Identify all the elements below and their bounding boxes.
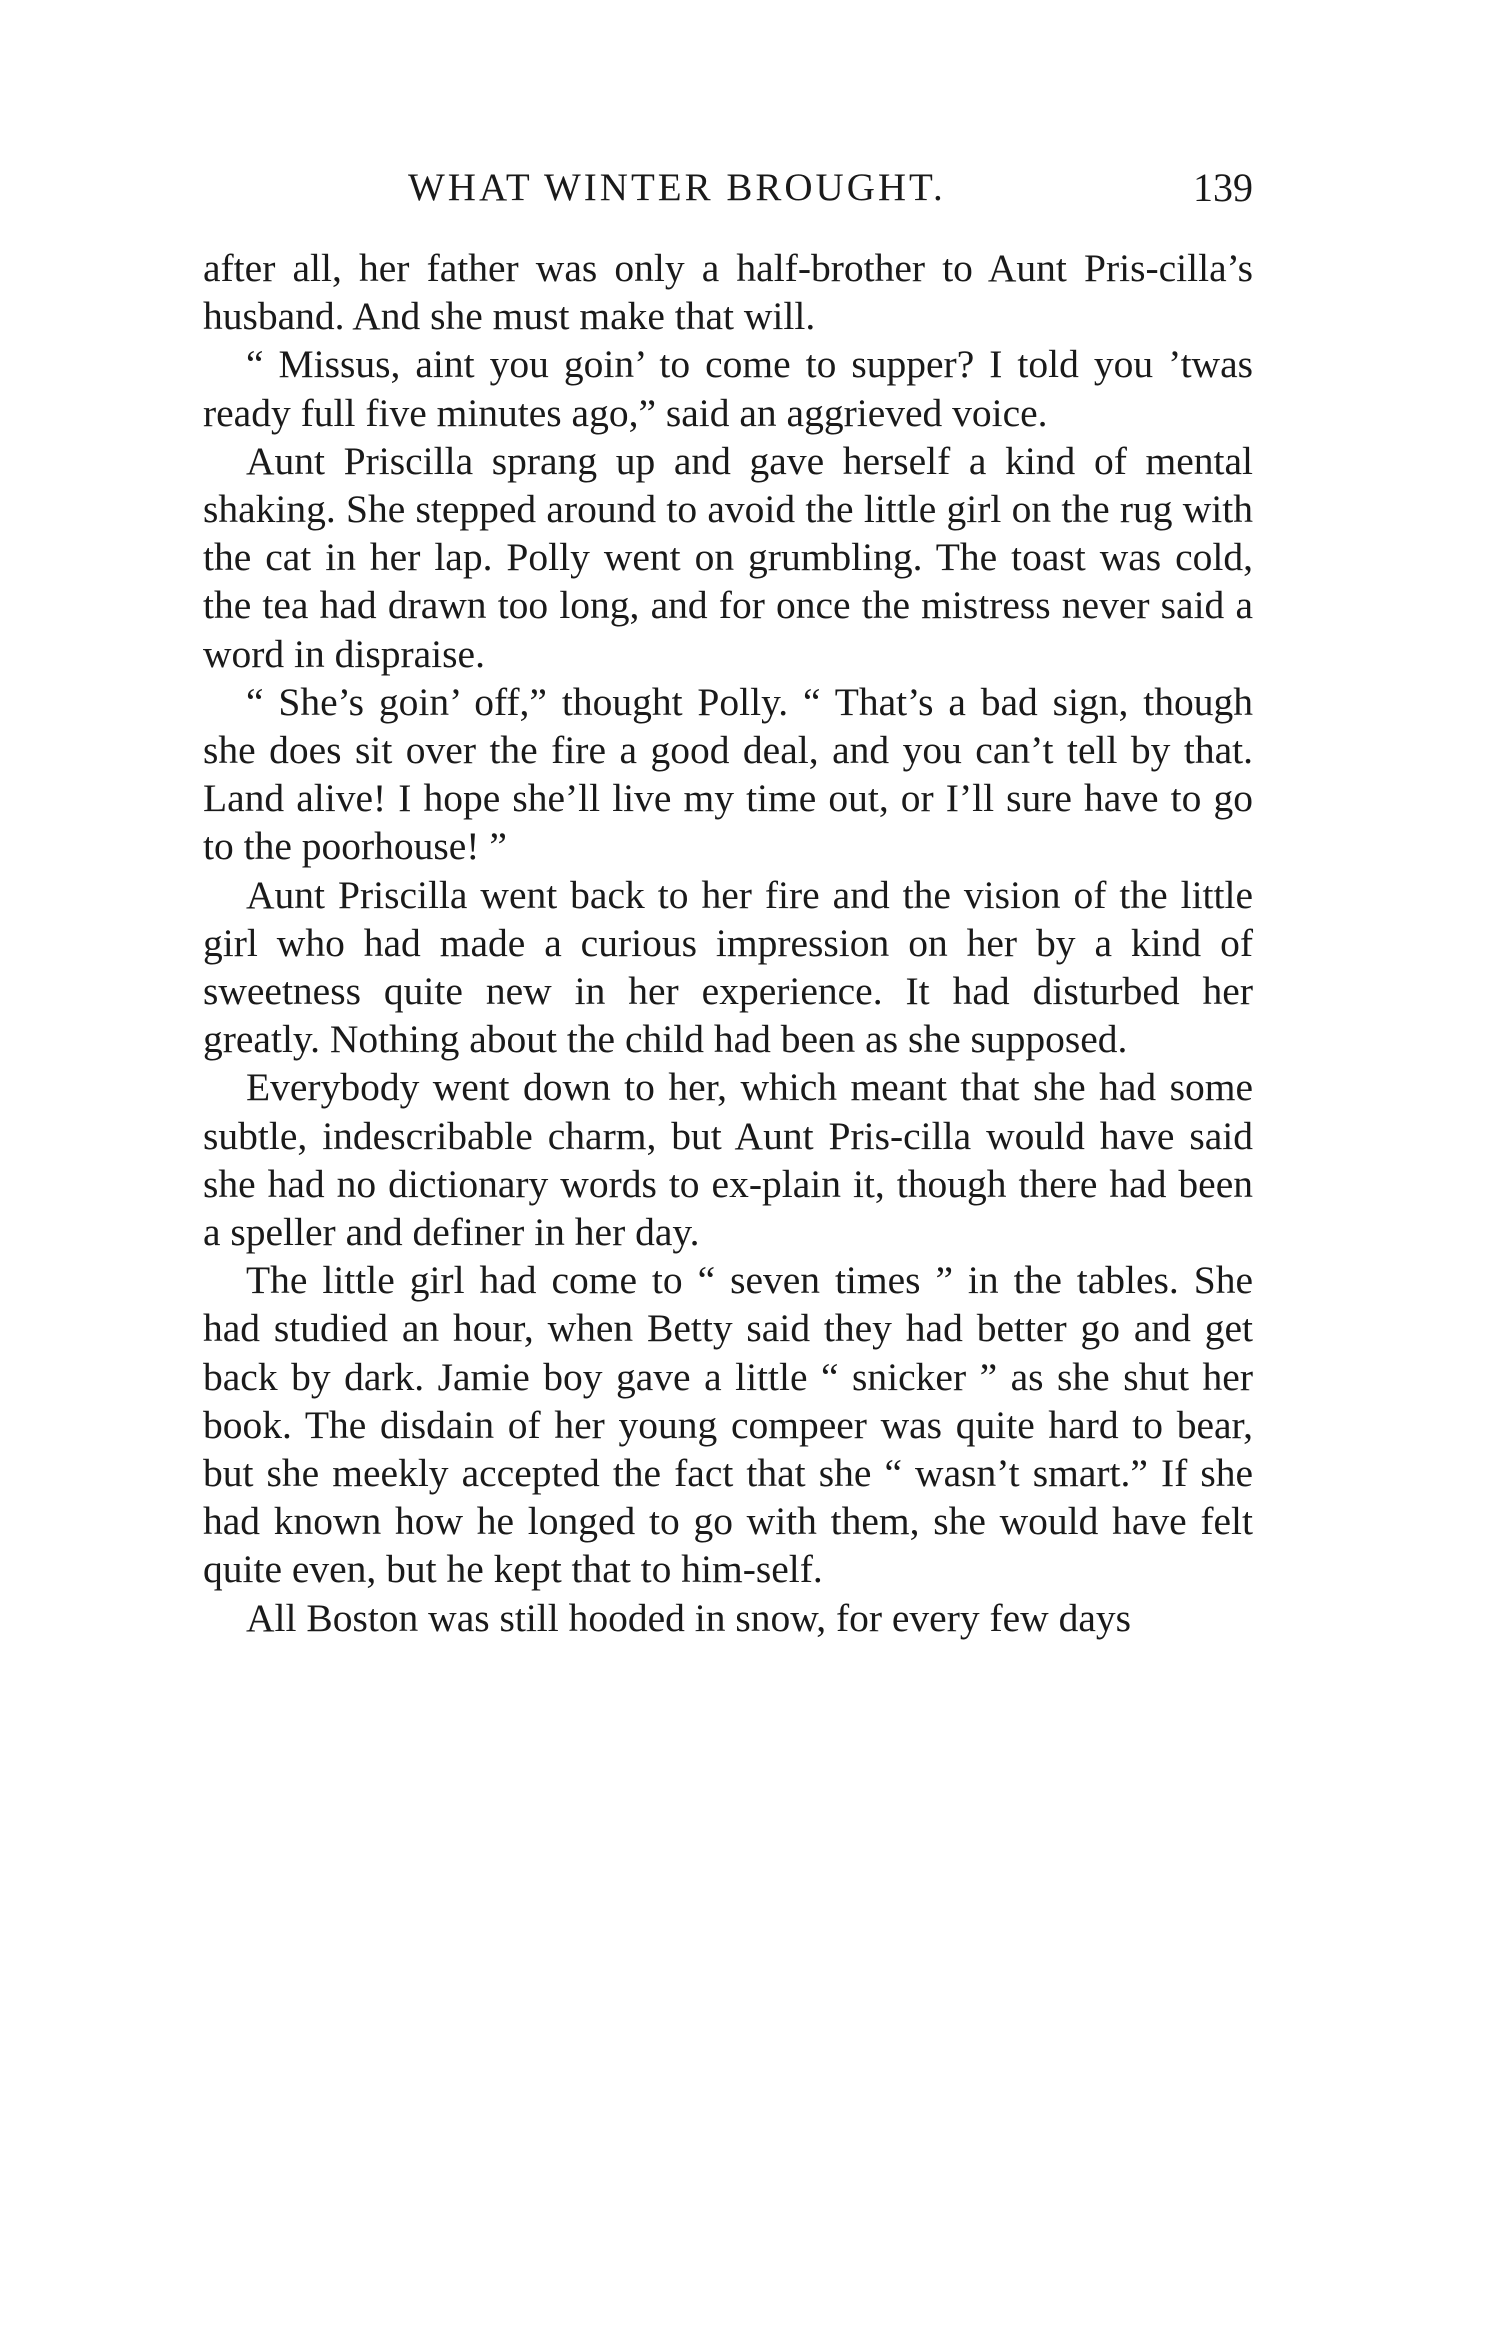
paragraph-2: “ Missus, aint you goin’ to come to supper? I told you ’twas ready full five minutes ago,” said an aggrieved voice. <box>203 342 1253 435</box>
paragraph-1: after all, her father was only a half-brother to Aunt Pris-cilla’s husband. And she must make that will. <box>203 246 1253 339</box>
paragraph-4: “ She’s goin’ off,” thought Polly. “ That’s a bad sign, though she does sit over the fire a good deal, and you can’t tell by that. Land alive! I hope she’ll live my time out, or I’ll sure have to go to the poorhouse! ” <box>203 679 1253 869</box>
paragraph-5: Aunt Priscilla went back to her fire and the vision of the little girl who had made a curious impression on her by a kind of sweetness quite new in her experience. It had disturbed her greatly. Nothing about the child had been as she supposed. <box>203 872 1253 1062</box>
paragraph-3: Aunt Priscilla sprang up and gave herself a kind of mental shaking. She stepped around to avoid the little girl on the rug with the cat in her lap. Polly went on grumbling. The toast was cold, the tea had drawn too long, and for once the mistress never said a word in dispraise. <box>203 438 1253 676</box>
page-number: 139 <box>1193 165 1253 210</box>
paragraph-8: All Boston was still hooded in snow, for every few days <box>246 1595 1131 1640</box>
running-title: WHAT WINTER BROUGHT. <box>408 166 946 209</box>
paragraph-7: The little girl had come to “ seven times ” in the tables. She had studied an hour, when Betty said they had better go and get back by dark. Jamie boy gave a little “ snicker ” as she shut her book. The disdain of her young compeer was quite hard to bear, but she meekly accepted the fact that she “ wasn’t smart.” If she had known how he longed to go with them, she would have felt quite even, but he kept that to him-self. <box>203 1258 1253 1592</box>
body-text <box>203 244 1253 1642</box>
paragraph-6: Everybody went down to her, which meant that she had some subtle, indescribable charm, but Aunt Pris-cilla would have said she had no dictionary words to ex-plain it, though there had been a speller and definer in her day. <box>203 1065 1253 1255</box>
running-head <box>203 158 1253 218</box>
